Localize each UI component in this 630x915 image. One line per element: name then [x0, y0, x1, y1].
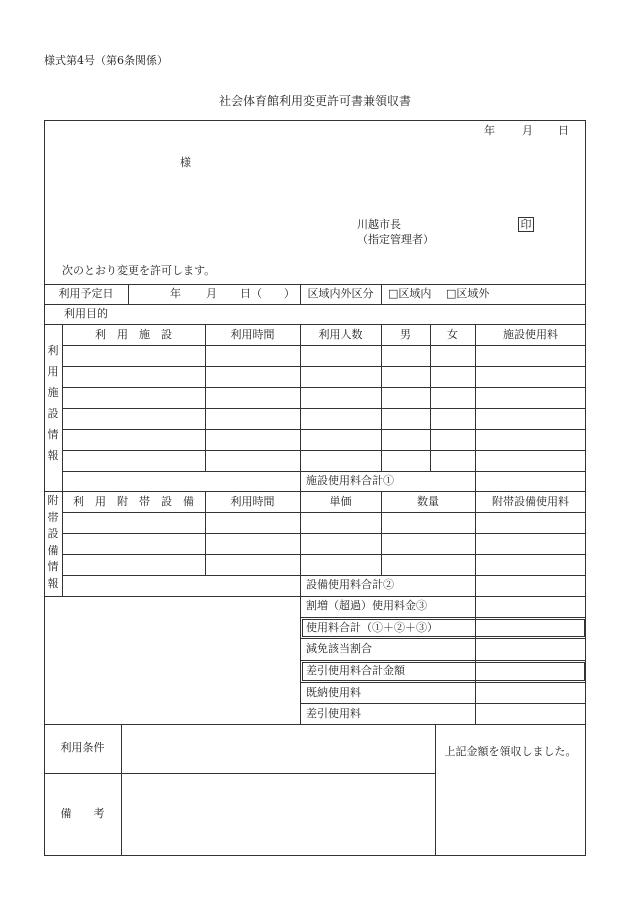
area-inside-checkbox[interactable]: □区域内 — [388, 287, 432, 300]
header-usage-time: 利用時間 — [230, 328, 275, 341]
rule — [62, 575, 586, 576]
seal-mark: 印 — [518, 217, 534, 232]
reduction-label: 減免該当割合 — [306, 642, 372, 655]
date-month: 月 — [522, 124, 533, 137]
form-number: 様式第4号（第6条関係） — [44, 54, 168, 67]
header-male: 男 — [400, 328, 411, 341]
rule — [62, 512, 586, 513]
usage-date-month: 月 — [206, 287, 217, 300]
remarks-label: 備 考 — [60, 807, 105, 820]
purpose-label: 利用目的 — [64, 307, 108, 320]
equipment-side-char: 帯 — [47, 510, 59, 524]
rule — [44, 773, 435, 774]
date-year: 年 — [484, 124, 495, 137]
rule — [44, 304, 586, 305]
issuer-name: 川越市長 — [357, 218, 401, 231]
header-facility-fee: 施設使用料 — [503, 328, 558, 341]
rule — [62, 533, 586, 534]
facility-side-char: 利 — [47, 344, 59, 357]
rule — [44, 324, 586, 325]
rule — [62, 429, 586, 430]
equipment-side-char: 附 — [47, 494, 59, 507]
equipment-side-char: 設 — [47, 527, 59, 540]
surcharge-label: 割増（超過）使用料金③ — [306, 599, 427, 612]
rule — [62, 554, 586, 555]
usage-date-label: 利用予定日 — [58, 287, 114, 300]
rule — [300, 660, 586, 661]
header-equipment: 利 用 附 帯 設 備 — [73, 495, 194, 508]
date-day: 日 — [558, 124, 569, 137]
rule — [44, 491, 586, 492]
rule — [44, 284, 586, 285]
rule — [381, 284, 382, 304]
rule — [62, 366, 586, 367]
rule — [300, 682, 586, 683]
balance-label: 差引使用料 — [306, 707, 361, 720]
receipt-text: 上記金額を領収しました。 — [444, 745, 577, 758]
header-female: 女 — [447, 328, 458, 341]
rule — [300, 324, 301, 724]
rule — [430, 324, 431, 471]
rule — [300, 703, 586, 704]
area-outside-checkbox[interactable]: □区域外 — [446, 287, 490, 300]
equipment-side-char: 備 — [47, 543, 59, 557]
usage-date-day: 日（ ） — [240, 287, 295, 300]
area-label: 区域内外区分 — [307, 287, 374, 300]
usage-date-year: 年 — [170, 287, 181, 300]
intro-text: 次のとおり変更を許可します。 — [62, 264, 216, 277]
facility-side-label — [45, 344, 61, 470]
rule — [62, 471, 586, 472]
rule — [121, 724, 122, 856]
facility-side-char: 報 — [47, 449, 59, 462]
equipment-side-char: 報 — [47, 576, 59, 590]
rule — [381, 324, 382, 471]
issuer-manager: （指定管理者） — [357, 233, 434, 246]
facility-side-char: 情 — [47, 428, 59, 441]
facility-side-char: 用 — [47, 365, 59, 378]
conditions-label: 利用条件 — [60, 741, 105, 754]
header-facility: 利 用 施 設 — [95, 328, 172, 341]
document-title: 社会体育館利用変更許可書兼領収書 — [218, 94, 411, 108]
rule — [44, 596, 586, 597]
rule — [128, 284, 129, 304]
facility-side-char: 施 — [47, 386, 59, 399]
equipment-side-label — [45, 494, 61, 593]
equipment-subtotal-label: 設備使用料合計② — [306, 578, 394, 591]
header-equipment-fee: 附帯設備使用料 — [492, 495, 569, 508]
rule — [205, 324, 206, 471]
rule — [62, 450, 586, 451]
total-label: 使用料合計（①＋②＋③） — [306, 621, 438, 634]
rule — [62, 408, 586, 409]
facility-side-char: 設 — [47, 407, 59, 420]
rule — [300, 638, 586, 639]
addressee-suffix: 様 — [180, 156, 191, 169]
rule — [62, 345, 586, 346]
equipment-side-char: 情 — [47, 560, 59, 573]
header-quantity: 数量 — [417, 495, 439, 508]
paid-label: 既納使用料 — [306, 686, 361, 699]
header-unit-price: 単価 — [329, 495, 352, 508]
rule — [300, 617, 586, 618]
header-people-count: 利用人数 — [318, 328, 363, 341]
header-equipment-time: 利用時間 — [230, 495, 275, 508]
rule — [435, 724, 436, 856]
rule — [44, 724, 586, 725]
rule — [62, 324, 63, 596]
net-total-label: 差引使用料合計金額 — [306, 664, 405, 677]
rule — [62, 387, 586, 388]
facility-subtotal-label: 施設使用料合計① — [306, 474, 394, 487]
